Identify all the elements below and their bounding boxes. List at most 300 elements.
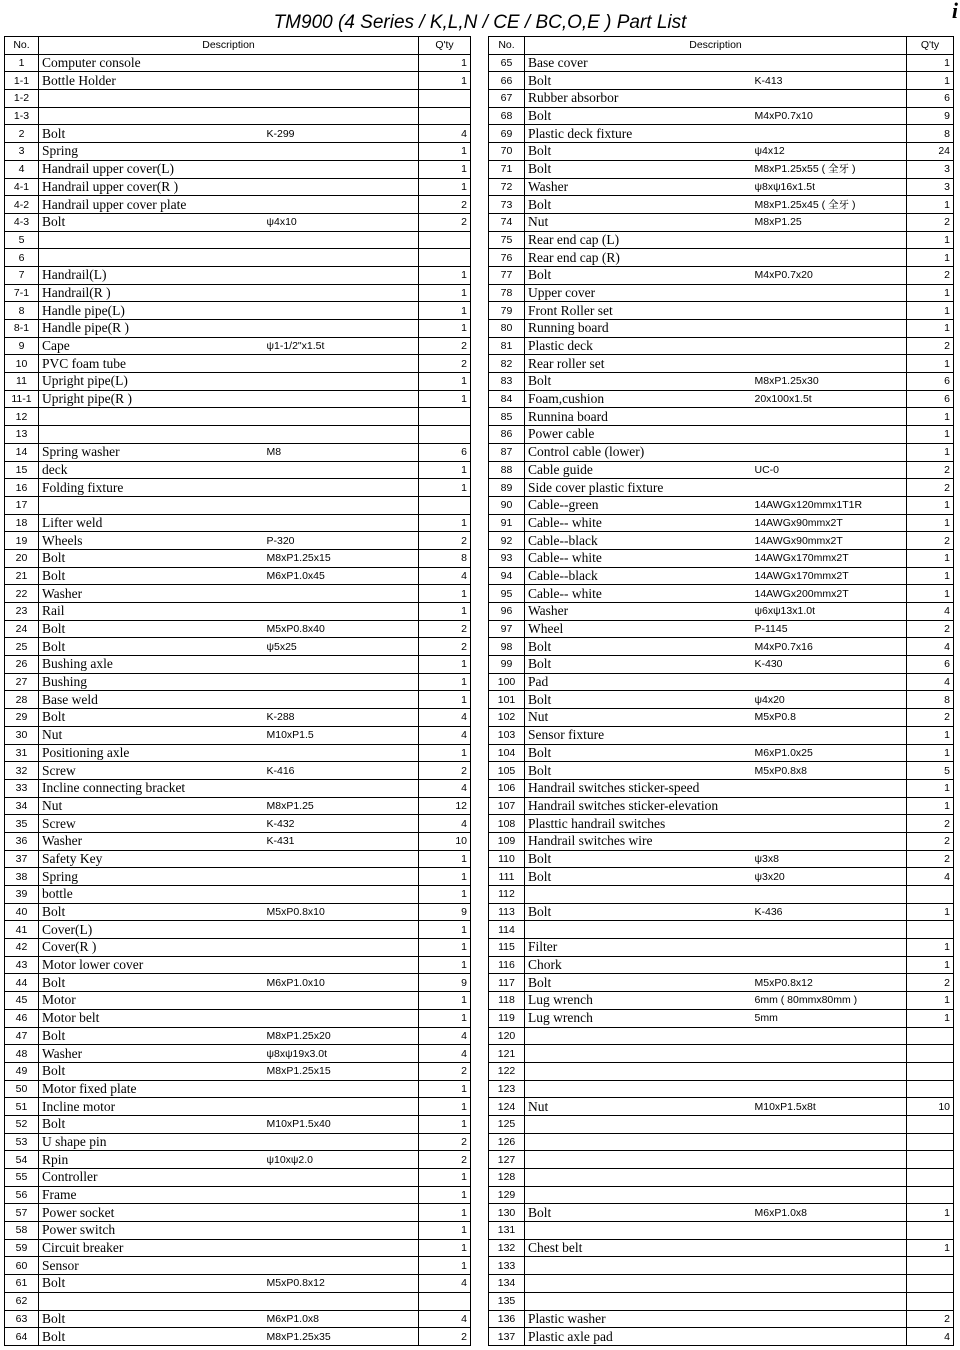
part-number: 4-2: [5, 196, 39, 214]
table-row: [489, 1062, 954, 1080]
part-spec: [264, 850, 419, 868]
table-row: [489, 514, 954, 532]
part-qty: 1: [419, 1239, 471, 1257]
part-qty: 4: [907, 603, 954, 621]
part-spec: [264, 196, 419, 214]
part-qty: 1: [907, 249, 954, 267]
table-row: [489, 992, 954, 1010]
table-row: [5, 373, 471, 391]
part-number: 112: [489, 886, 525, 904]
part-spec: M8: [264, 443, 419, 461]
part-description: Bolt: [525, 744, 752, 762]
part-qty: [907, 1027, 954, 1045]
part-description: Bolt: [39, 974, 264, 992]
part-spec: K-431: [264, 832, 419, 850]
table-row: [5, 72, 471, 90]
part-number: 116: [489, 956, 525, 974]
part-spec: [752, 408, 907, 426]
part-qty: 12: [419, 797, 471, 815]
table-row: [489, 160, 954, 178]
part-description: [525, 1169, 752, 1187]
part-spec: M6xP1.0x45: [264, 567, 419, 585]
part-spec: [264, 90, 419, 108]
table-row: [5, 956, 471, 974]
part-qty: 2: [907, 832, 954, 850]
part-number: 61: [5, 1275, 39, 1293]
part-description: [525, 1045, 752, 1063]
part-description: Motor: [39, 992, 264, 1010]
part-description: Chest belt: [525, 1239, 752, 1257]
part-number: 41: [5, 921, 39, 939]
part-qty: 1: [419, 479, 471, 497]
part-spec: M8xP1.25x35: [264, 1328, 419, 1346]
table-row: [489, 1045, 954, 1063]
part-spec: [752, 479, 907, 497]
part-spec: [264, 479, 419, 497]
part-qty: 6: [419, 443, 471, 461]
part-number: 17: [5, 496, 39, 514]
table-row: [5, 1045, 471, 1063]
part-qty: 9: [419, 903, 471, 921]
part-qty: 1: [907, 72, 954, 90]
table-row: [489, 320, 954, 338]
part-description: Upright pipe(R ): [39, 390, 264, 408]
part-qty: 1: [419, 302, 471, 320]
part-description: Plastic washer: [525, 1310, 752, 1328]
part-qty: 5: [907, 762, 954, 780]
part-qty: 24: [907, 143, 954, 161]
part-number: 8: [5, 302, 39, 320]
part-description: [39, 249, 264, 267]
part-number: 20: [5, 549, 39, 567]
part-spec: [752, 1115, 907, 1133]
part-description: Lug wrench: [525, 1009, 752, 1027]
part-description: Rubber absorbor: [525, 90, 752, 108]
part-number: 134: [489, 1275, 525, 1293]
part-qty: 4: [907, 638, 954, 656]
part-spec: M5xP0.8x12: [264, 1275, 419, 1293]
part-spec: M8xP1.25: [752, 213, 907, 231]
part-number: 92: [489, 532, 525, 550]
table-row: [5, 1169, 471, 1187]
part-qty: 2: [419, 1062, 471, 1080]
part-number: 63: [5, 1310, 39, 1328]
table-row: [5, 1151, 471, 1169]
part-number: 115: [489, 939, 525, 957]
table-row: [489, 656, 954, 674]
part-spec: [264, 779, 419, 797]
part-qty: 10: [907, 1098, 954, 1116]
part-description: Screw: [39, 762, 264, 780]
part-qty: 1: [907, 231, 954, 249]
header-qty: Q'ty: [419, 37, 471, 55]
part-description: [525, 1062, 752, 1080]
table-row: [5, 443, 471, 461]
part-number: 125: [489, 1115, 525, 1133]
table-row: [489, 1151, 954, 1169]
part-number: 46: [5, 1009, 39, 1027]
parts-table-right: [488, 36, 954, 1346]
part-spec: M8xP1.25x15: [264, 549, 419, 567]
part-spec: [264, 231, 419, 249]
part-qty: 2: [907, 709, 954, 727]
part-number: 132: [489, 1239, 525, 1257]
part-number: 96: [489, 603, 525, 621]
table-row: [5, 744, 471, 762]
part-spec: [264, 178, 419, 196]
table-row: [489, 390, 954, 408]
part-description: Circuit breaker: [39, 1239, 264, 1257]
part-qty: 2: [419, 196, 471, 214]
part-number: 34: [5, 797, 39, 815]
part-description: Lug wrench: [525, 992, 752, 1010]
part-spec: K-432: [264, 815, 419, 833]
table-row: [5, 1133, 471, 1151]
part-number: 38: [5, 868, 39, 886]
part-spec: [264, 1169, 419, 1187]
part-description: Plasttic handrail switches: [525, 815, 752, 833]
table-row: [489, 443, 954, 461]
part-qty: 1: [907, 1239, 954, 1257]
part-qty: 1: [907, 567, 954, 585]
part-spec: [264, 373, 419, 391]
part-description: Rail: [39, 603, 264, 621]
part-spec: 6mm ( 80mmx80mm ): [752, 992, 907, 1010]
part-spec: [752, 1027, 907, 1045]
table-row: [489, 1275, 954, 1293]
table-row: [5, 461, 471, 479]
part-number: 36: [5, 832, 39, 850]
part-description: [525, 921, 752, 939]
table-row: [5, 620, 471, 638]
part-number: 33: [5, 779, 39, 797]
part-description: [39, 426, 264, 444]
table-row: [489, 726, 954, 744]
part-qty: 4: [419, 709, 471, 727]
part-description: Bolt: [525, 656, 752, 674]
part-number: 24: [5, 620, 39, 638]
part-qty: 4: [419, 567, 471, 585]
table-row: [489, 603, 954, 621]
part-spec: 20x100x1.5t: [752, 390, 907, 408]
part-description: Positioning axle: [39, 744, 264, 762]
table-row: [489, 1080, 954, 1098]
table-row: [5, 939, 471, 957]
part-qty: 1: [419, 284, 471, 302]
table-row: [5, 1257, 471, 1275]
table-row: [5, 886, 471, 904]
table-row: [489, 638, 954, 656]
part-qty: 1: [907, 284, 954, 302]
part-number: 117: [489, 974, 525, 992]
part-qty: 1: [419, 744, 471, 762]
table-row: [5, 1275, 471, 1293]
part-spec: [752, 956, 907, 974]
header-description: Description: [39, 37, 419, 55]
part-spec: [264, 160, 419, 178]
part-spec: [264, 1133, 419, 1151]
part-spec: [264, 1239, 419, 1257]
part-spec: [752, 443, 907, 461]
table-row: [489, 373, 954, 391]
part-description: Cable guide: [525, 461, 752, 479]
part-description: [525, 1292, 752, 1310]
part-number: 65: [489, 54, 525, 72]
part-spec: [264, 1222, 419, 1240]
part-description: Filter: [525, 939, 752, 957]
part-spec: M8xP1.25x15: [264, 1062, 419, 1080]
part-number: 4: [5, 160, 39, 178]
part-number: 84: [489, 390, 525, 408]
part-spec: M6xP1.0x10: [264, 974, 419, 992]
part-number: 133: [489, 1257, 525, 1275]
part-number: 110: [489, 850, 525, 868]
part-spec: M5xP0.8x40: [264, 620, 419, 638]
part-qty: [907, 921, 954, 939]
table-row: [489, 231, 954, 249]
part-qty: 2: [907, 532, 954, 550]
part-number: 121: [489, 1045, 525, 1063]
part-number: 37: [5, 850, 39, 868]
table-row: [489, 1204, 954, 1222]
part-number: 127: [489, 1151, 525, 1169]
part-description: Foam,cushion: [525, 390, 752, 408]
table-row: [489, 620, 954, 638]
table-row: [5, 249, 471, 267]
part-spec: ψ4x20: [752, 691, 907, 709]
table-row: [5, 196, 471, 214]
part-spec: M10xP1.5: [264, 726, 419, 744]
table-row: [489, 1222, 954, 1240]
table-row: [489, 1133, 954, 1151]
table-row: [489, 921, 954, 939]
part-qty: 1: [907, 355, 954, 373]
part-spec: ψ10xψ2.0: [264, 1151, 419, 1169]
part-description: [39, 1292, 264, 1310]
part-spec: UC-0: [752, 461, 907, 479]
table-row: [5, 1186, 471, 1204]
part-qty: 1: [419, 178, 471, 196]
part-qty: 1: [907, 956, 954, 974]
part-description: [525, 1222, 752, 1240]
part-number: 5: [5, 231, 39, 249]
part-description: Bushing: [39, 673, 264, 691]
table-row: [5, 673, 471, 691]
part-description: Plastic deck fixture: [525, 125, 752, 143]
part-number: 90: [489, 496, 525, 514]
part-description: Bolt: [39, 620, 264, 638]
part-qty: 2: [907, 479, 954, 497]
part-number: 22: [5, 585, 39, 603]
part-spec: [264, 1204, 419, 1222]
part-spec: [264, 390, 419, 408]
table-row: [5, 54, 471, 72]
part-spec: ψ8xψ19x3.0t: [264, 1045, 419, 1063]
part-qty: 2: [907, 461, 954, 479]
part-qty: 9: [419, 974, 471, 992]
part-spec: M4xP0.7x16: [752, 638, 907, 656]
table-row: [489, 54, 954, 72]
part-qty: 1: [419, 850, 471, 868]
table-row: [489, 815, 954, 833]
part-qty: 1: [907, 408, 954, 426]
part-number: 68: [489, 107, 525, 125]
header-qty: Q'ty: [907, 37, 954, 55]
part-spec: [264, 320, 419, 338]
part-number: 28: [5, 691, 39, 709]
part-number: 86: [489, 426, 525, 444]
part-description: Bolt: [525, 691, 752, 709]
part-spec: [264, 426, 419, 444]
part-spec: M8xP1.25x30: [752, 373, 907, 391]
part-qty: [907, 1186, 954, 1204]
table-row: [489, 178, 954, 196]
part-qty: 2: [907, 620, 954, 638]
part-number: 1-1: [5, 72, 39, 90]
part-spec: M4xP0.7x20: [752, 266, 907, 284]
part-spec: [752, 832, 907, 850]
part-description: Wheel: [525, 620, 752, 638]
part-number: 3: [5, 143, 39, 161]
table-row: [5, 284, 471, 302]
part-qty: [419, 1292, 471, 1310]
part-qty: 4: [419, 1045, 471, 1063]
table-row: [489, 426, 954, 444]
part-spec: [752, 886, 907, 904]
part-number: 44: [5, 974, 39, 992]
table-row: [489, 355, 954, 373]
part-description: Bolt: [39, 709, 264, 727]
part-number: 88: [489, 461, 525, 479]
part-spec: [752, 1257, 907, 1275]
part-number: 8-1: [5, 320, 39, 338]
part-qty: 4: [907, 1328, 954, 1346]
part-description: Control cable (lower): [525, 443, 752, 461]
part-qty: 1: [907, 779, 954, 797]
table-row: [489, 903, 954, 921]
part-qty: 1: [419, 320, 471, 338]
part-number: 11: [5, 373, 39, 391]
part-number: 18: [5, 514, 39, 532]
part-qty: 6: [907, 373, 954, 391]
table-row: [5, 496, 471, 514]
part-qty: 1: [907, 426, 954, 444]
part-qty: 1: [419, 1098, 471, 1116]
part-qty: 2: [419, 355, 471, 373]
part-spec: [752, 921, 907, 939]
part-description: Rear end cap (L): [525, 231, 752, 249]
part-description: deck: [39, 461, 264, 479]
part-qty: 2: [907, 850, 954, 868]
part-qty: 2: [907, 815, 954, 833]
part-qty: [907, 1151, 954, 1169]
part-number: 54: [5, 1151, 39, 1169]
part-spec: [264, 107, 419, 125]
part-description: Sensor: [39, 1257, 264, 1275]
part-spec: [752, 249, 907, 267]
table-row: [489, 107, 954, 125]
part-spec: ψ1-1/2"x1.5t: [264, 337, 419, 355]
part-qty: 1: [419, 956, 471, 974]
part-qty: 2: [907, 266, 954, 284]
table-row: [5, 125, 471, 143]
part-number: 75: [489, 231, 525, 249]
part-qty: 1: [907, 585, 954, 603]
table-row: [489, 1169, 954, 1187]
table-row: [489, 1098, 954, 1116]
part-spec: ψ4x10: [264, 213, 419, 231]
part-qty: 1: [419, 1186, 471, 1204]
part-number: 111: [489, 868, 525, 886]
part-description: Handrail upper cover plate: [39, 196, 264, 214]
table-row: [489, 744, 954, 762]
part-qty: 1: [907, 320, 954, 338]
table-row: [5, 549, 471, 567]
part-number: 78: [489, 284, 525, 302]
table-row: [5, 390, 471, 408]
table-row: [5, 603, 471, 621]
part-number: 123: [489, 1080, 525, 1098]
table-row: [5, 107, 471, 125]
table-row: [489, 832, 954, 850]
part-number: 26: [5, 656, 39, 674]
part-description: Folding fixture: [39, 479, 264, 497]
part-number: 1-2: [5, 90, 39, 108]
table-row: [489, 1292, 954, 1310]
part-number: 120: [489, 1027, 525, 1045]
part-number: 52: [5, 1115, 39, 1133]
part-spec: [752, 302, 907, 320]
part-spec: [752, 1062, 907, 1080]
part-description: Incline connecting bracket: [39, 779, 264, 797]
part-description: Bolt: [39, 1310, 264, 1328]
part-description: [525, 1257, 752, 1275]
table-row: [5, 408, 471, 426]
part-number: 12: [5, 408, 39, 426]
part-spec: [752, 673, 907, 691]
part-description: Washer: [39, 832, 264, 850]
part-qty: 8: [419, 549, 471, 567]
part-number: 122: [489, 1062, 525, 1080]
table-row: [489, 567, 954, 585]
part-description: Nut: [525, 1098, 752, 1116]
table-row: [489, 1257, 954, 1275]
part-number: 58: [5, 1222, 39, 1240]
part-description: Cable-- white: [525, 549, 752, 567]
part-description: Plastic deck: [525, 337, 752, 355]
part-number: 73: [489, 196, 525, 214]
part-spec: [752, 1045, 907, 1063]
part-number: 76: [489, 249, 525, 267]
part-spec: 14AWGx90mmx2T: [752, 514, 907, 532]
part-number: 67: [489, 90, 525, 108]
part-description: Washer: [525, 178, 752, 196]
part-description: Rpin: [39, 1151, 264, 1169]
table-row: [5, 178, 471, 196]
part-qty: 1: [419, 868, 471, 886]
part-description: Bolt: [525, 72, 752, 90]
part-number: 15: [5, 461, 39, 479]
part-number: 32: [5, 762, 39, 780]
part-description: Handrail switches wire: [525, 832, 752, 850]
table-row: [489, 479, 954, 497]
part-qty: 2: [419, 762, 471, 780]
part-description: Handrail(L): [39, 266, 264, 284]
part-spec: [752, 54, 907, 72]
part-number: 53: [5, 1133, 39, 1151]
part-qty: 4: [419, 1310, 471, 1328]
part-description: Handrail upper cover(L): [39, 160, 264, 178]
